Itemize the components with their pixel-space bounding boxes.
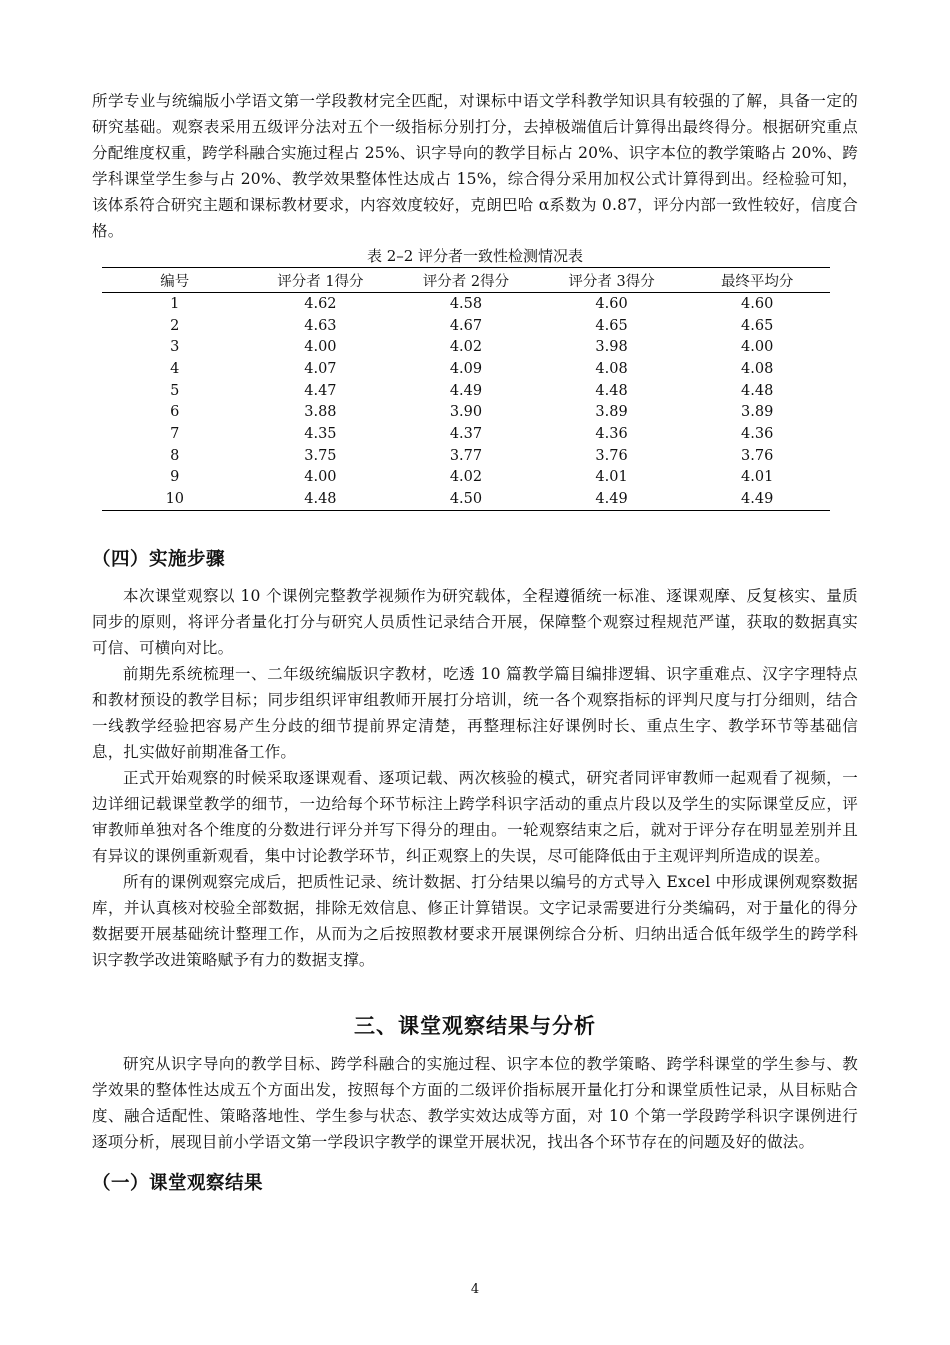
cell-average: 4.49 xyxy=(684,488,830,510)
cell-rater3: 3.76 xyxy=(595,447,628,464)
cell-rater3: 4.60 xyxy=(595,295,628,312)
table-row xyxy=(102,423,830,445)
cell-id: 8 xyxy=(170,447,180,464)
cell-rater3: 3.89 xyxy=(595,404,628,421)
cell-rater2: 4.67 xyxy=(449,317,483,334)
cell-average: 3.89 xyxy=(741,404,774,421)
cell-average: 4.36 xyxy=(741,425,774,442)
cell-id: 1 xyxy=(170,295,180,312)
cell-id: 10 xyxy=(102,488,248,510)
cell-rater3: 4.48 xyxy=(595,382,628,399)
body-paragraph: 本次课堂观察以 10 个课例完整教学视频作为研究载体，全程遵循统一标准、逐课观摩、反复核实、量质同步的原则，将评分者量化打分与研究人员质性记录结合开展，保障整个观察过程规范严谨，获取的数据真实可信、可横向对比。 xyxy=(92,586,858,657)
rater-consistency-table xyxy=(102,267,830,511)
table-row xyxy=(102,488,830,510)
section-heading-implementation-steps: （四）实施步骤 xyxy=(92,548,226,570)
cell-id: 9 xyxy=(170,469,180,486)
cell-rater2: 4.02 xyxy=(449,339,483,356)
table-row xyxy=(102,293,830,315)
cell-rater3: 4.36 xyxy=(595,425,628,442)
cell-rater1: 4.07 xyxy=(304,360,337,377)
cell-rater1: 4.62 xyxy=(304,295,337,312)
table-row xyxy=(102,315,830,337)
cell-id: 2 xyxy=(170,317,180,334)
cell-average: 4.08 xyxy=(741,360,774,377)
cell-rater2: 4.49 xyxy=(449,382,483,399)
table-row xyxy=(102,401,830,423)
cell-rater1: 4.48 xyxy=(248,488,394,510)
table-header-row xyxy=(102,268,830,293)
cell-average: 3.76 xyxy=(741,447,774,464)
cell-rater3: 4.01 xyxy=(595,469,628,486)
cell-id: 3 xyxy=(170,339,180,356)
section-heading-observation-results: （一）课堂观察结果 xyxy=(92,1172,264,1194)
column-header-rater1: 评分者 1得分 xyxy=(248,268,394,293)
cell-rater2: 4.09 xyxy=(449,360,483,377)
cell-average: 4.60 xyxy=(741,295,774,312)
column-header-average: 最终平均分 xyxy=(684,268,830,293)
chapter-heading: 三、课堂观察结果与分析 xyxy=(354,1013,596,1038)
cell-id: 5 xyxy=(170,382,180,399)
cell-rater3: 3.98 xyxy=(595,339,628,356)
cell-rater1: 4.00 xyxy=(304,469,337,486)
cell-id: 7 xyxy=(170,425,180,442)
table-row xyxy=(102,358,830,380)
cell-rater2: 4.02 xyxy=(449,469,483,486)
cell-average: 4.00 xyxy=(741,339,774,356)
cell-rater2: 4.50 xyxy=(393,488,539,510)
intro-paragraph: 所学专业与统编版小学语文第一学段教材完全匹配，对课标中语文学科教学知识具有较强的了解，具备一定的研究基础。观察表采用五级评分法对五个一级指标分别打分，去掉极端值后计算得出最终得分。根据研究重点分配维度权重，跨学科融合实施过程占 25%、识字导向的教学目标占 20%、识字本位的教学策略占 20%、跨学科课堂学生参与占 20%、教学效果整体性达成占 15%，综合得分采用加权公式计算得到出。经检验可知，该体系符合研究主题和课标教材要求，内容效度较好，克朗巴哈 α系数为 0.87，评分内部一致性较好，信度合格。 xyxy=(92,92,858,240)
column-header-id: 编号 xyxy=(102,268,248,293)
cell-rater2: 4.58 xyxy=(449,295,483,312)
page-number: 4 xyxy=(470,1282,480,1297)
table-row xyxy=(102,380,830,402)
page-content xyxy=(92,88,858,1197)
table-row xyxy=(102,467,830,489)
cell-rater2: 3.90 xyxy=(449,404,483,421)
body-paragraph: 正式开始观察的时候采取逐课观看、逐项记载、两次核验的模式，研究者同评审教师一起观看了视频，一边详细记载课堂教学的细节，一边给每个环节标注上跨学科识字活动的重点片段以及学生的实际课堂反应，评审教师单独对各个维度的分数进行评分并写下得分的理由。一轮观察结束之后，就对于评分存在明显差别并且有异议的课例重新观看，集中讨论教学环节，纠正观察上的失误，尽可能降低由于主观评判所造成的误差。 xyxy=(92,768,858,865)
cell-rater1: 4.63 xyxy=(304,317,337,334)
cell-average: 4.48 xyxy=(741,382,774,399)
cell-rater2: 4.37 xyxy=(449,425,483,442)
cell-rater3: 4.49 xyxy=(539,488,685,510)
chapter-intro-paragraph: 研究从识字导向的教学目标、跨学科融合的实施过程、识字本位的教学策略、跨学科课堂的学生参与、教学效果的整体性达成五个方面出发，按照每个方面的二级评价指标展开量化打分和课堂质性记录，从目标贴合度、融合适配性、策略落地性、学生参与状态、教学实效达成等方面，对 10 个第一学段跨学科识字课例进行逐项分析，展现目前小学语文第一学段识字教学的课堂开展状况，找出各个环节存在的问题及好的做法。 xyxy=(92,1054,858,1151)
cell-average: 4.65 xyxy=(741,317,774,334)
column-header-rater3: 评分者 3得分 xyxy=(539,268,685,293)
cell-rater1: 4.35 xyxy=(304,425,337,442)
cell-id: 6 xyxy=(170,404,180,421)
table-row xyxy=(102,445,830,467)
cell-rater1: 4.00 xyxy=(304,339,337,356)
cell-id: 4 xyxy=(170,360,180,377)
column-header-rater2: 评分者 2得分 xyxy=(393,268,539,293)
cell-rater1: 3.75 xyxy=(304,447,337,464)
cell-rater3: 4.08 xyxy=(595,360,628,377)
cell-rater1: 3.88 xyxy=(304,404,337,421)
body-paragraph: 前期先系统梳理一、二年级统编版识字教材，吃透 10 篇教学篇目编排逻辑、识字重难点、汉字字理特点和教材预设的教学目标；同步组织评审组教师开展打分培训，统一各个观察指标的评判尺度与打分细则，结合一线教学经验把容易产生分歧的细节提前界定清楚，再整理标注好课例时长、重点生字、教学环节等基础信息，扎实做好前期准备工作。 xyxy=(92,664,858,761)
table-row xyxy=(102,336,830,358)
body-paragraph: 所有的课例观察完成后，把质性记录、统计数据、打分结果以编号的方式导入 Excel 中形成课例观察数据库，并认真核对校验全部数据，排除无效信息、修正计算错误。文字记录需要进行分类编码，对于量化的得分数据要开展基础统计整理工作，从而为之后按照教材要求开展课例综合分析、归纳出适合低年级学生的跨学科识字教学改进策略赋予有力的数据支撑。 xyxy=(92,872,858,969)
cell-rater2: 3.77 xyxy=(449,447,483,464)
cell-rater3: 4.65 xyxy=(595,317,628,334)
cell-average: 4.01 xyxy=(741,469,774,486)
table-caption: 表 2–2 评分者一致性检测情况表 xyxy=(366,247,584,265)
cell-rater1: 4.47 xyxy=(304,382,337,399)
